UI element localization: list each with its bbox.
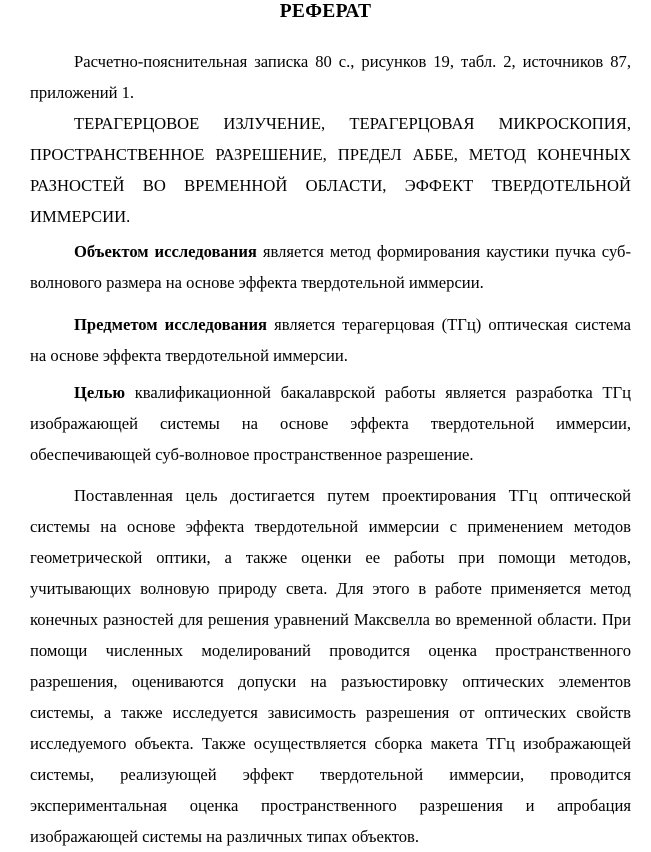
- subject-label: Предметом исследования: [74, 315, 268, 334]
- keywords-paragraph: ТЕРАГЕРЦОВОЕ ИЗЛУЧЕНИЕ, ТЕРАГЕРЦОВАЯ МИКРОСКОПИЯ, ПРОСТРАНСТВЕННОЕ РАЗРЕШЕНИЕ, ПРЕДЕЛ АББЕ, МЕТОД КОНЕЧНЫХ РАЗНОСТЕЙ ВО ВРЕМЕННОЙ ОБЛАСТИ, ЭФФЕКТ ТВЕРДОТЕЛЬНОЙ ИММЕРСИИ.: [30, 114, 631, 226]
- subject-paragraph: [30, 309, 631, 371]
- goal-paragraph: [30, 377, 631, 470]
- subject-text: является терагерцовая (ТГц) оптическая система на основе эффекта твердотельной иммерсии.: [30, 315, 631, 365]
- page-title: РЕФЕРАТ: [279, 1, 372, 22]
- method-paragraph: Поставленная цель достигается путем проектирования ТГц оптической системы на основе эффекта твердотельной иммерсии с применением методов геометрической оптики, а также оценки ее работы при помощи методов, учитывающих волновую природу света. Для этого в работе применяется метод конечных разностей для решения уравнений Максвелла во временной области. При помощи численных моделирований проводится оценка пространственного разрешения, оцениваются допуски на разъюстировку оптических элементов системы, а также исследуется зависимость разрешения от оптических свойств исследуемого объекта. Также осуществляется сборка макета ТГц изображающей системы, реализующей эффект твердотельной иммерсии, проводится экспериментальная оценка пространственного разрешения и апробация изображающей системы на различных типах объектов.: [30, 486, 631, 846]
- object-label: Объектом исследования: [74, 242, 257, 261]
- summary-paragraph: Расчетно-пояснительная записка 80 с., рисунков 19, табл. 2, источников 87, приложений 1.: [30, 52, 631, 102]
- goal-text: квалификационной бакалаврской работы является разработка ТГц изображающей системы на основе эффекта твердотельной иммерсии, обеспечивающей суб-волновое пространственное разрешение.: [30, 383, 631, 464]
- goal-label: Целью: [74, 383, 126, 402]
- object-text: является метод формирования каустики пучка суб-волнового размера на основе эффекта твердотельной иммерсии.: [30, 242, 632, 292]
- object-paragraph: [30, 236, 631, 298]
